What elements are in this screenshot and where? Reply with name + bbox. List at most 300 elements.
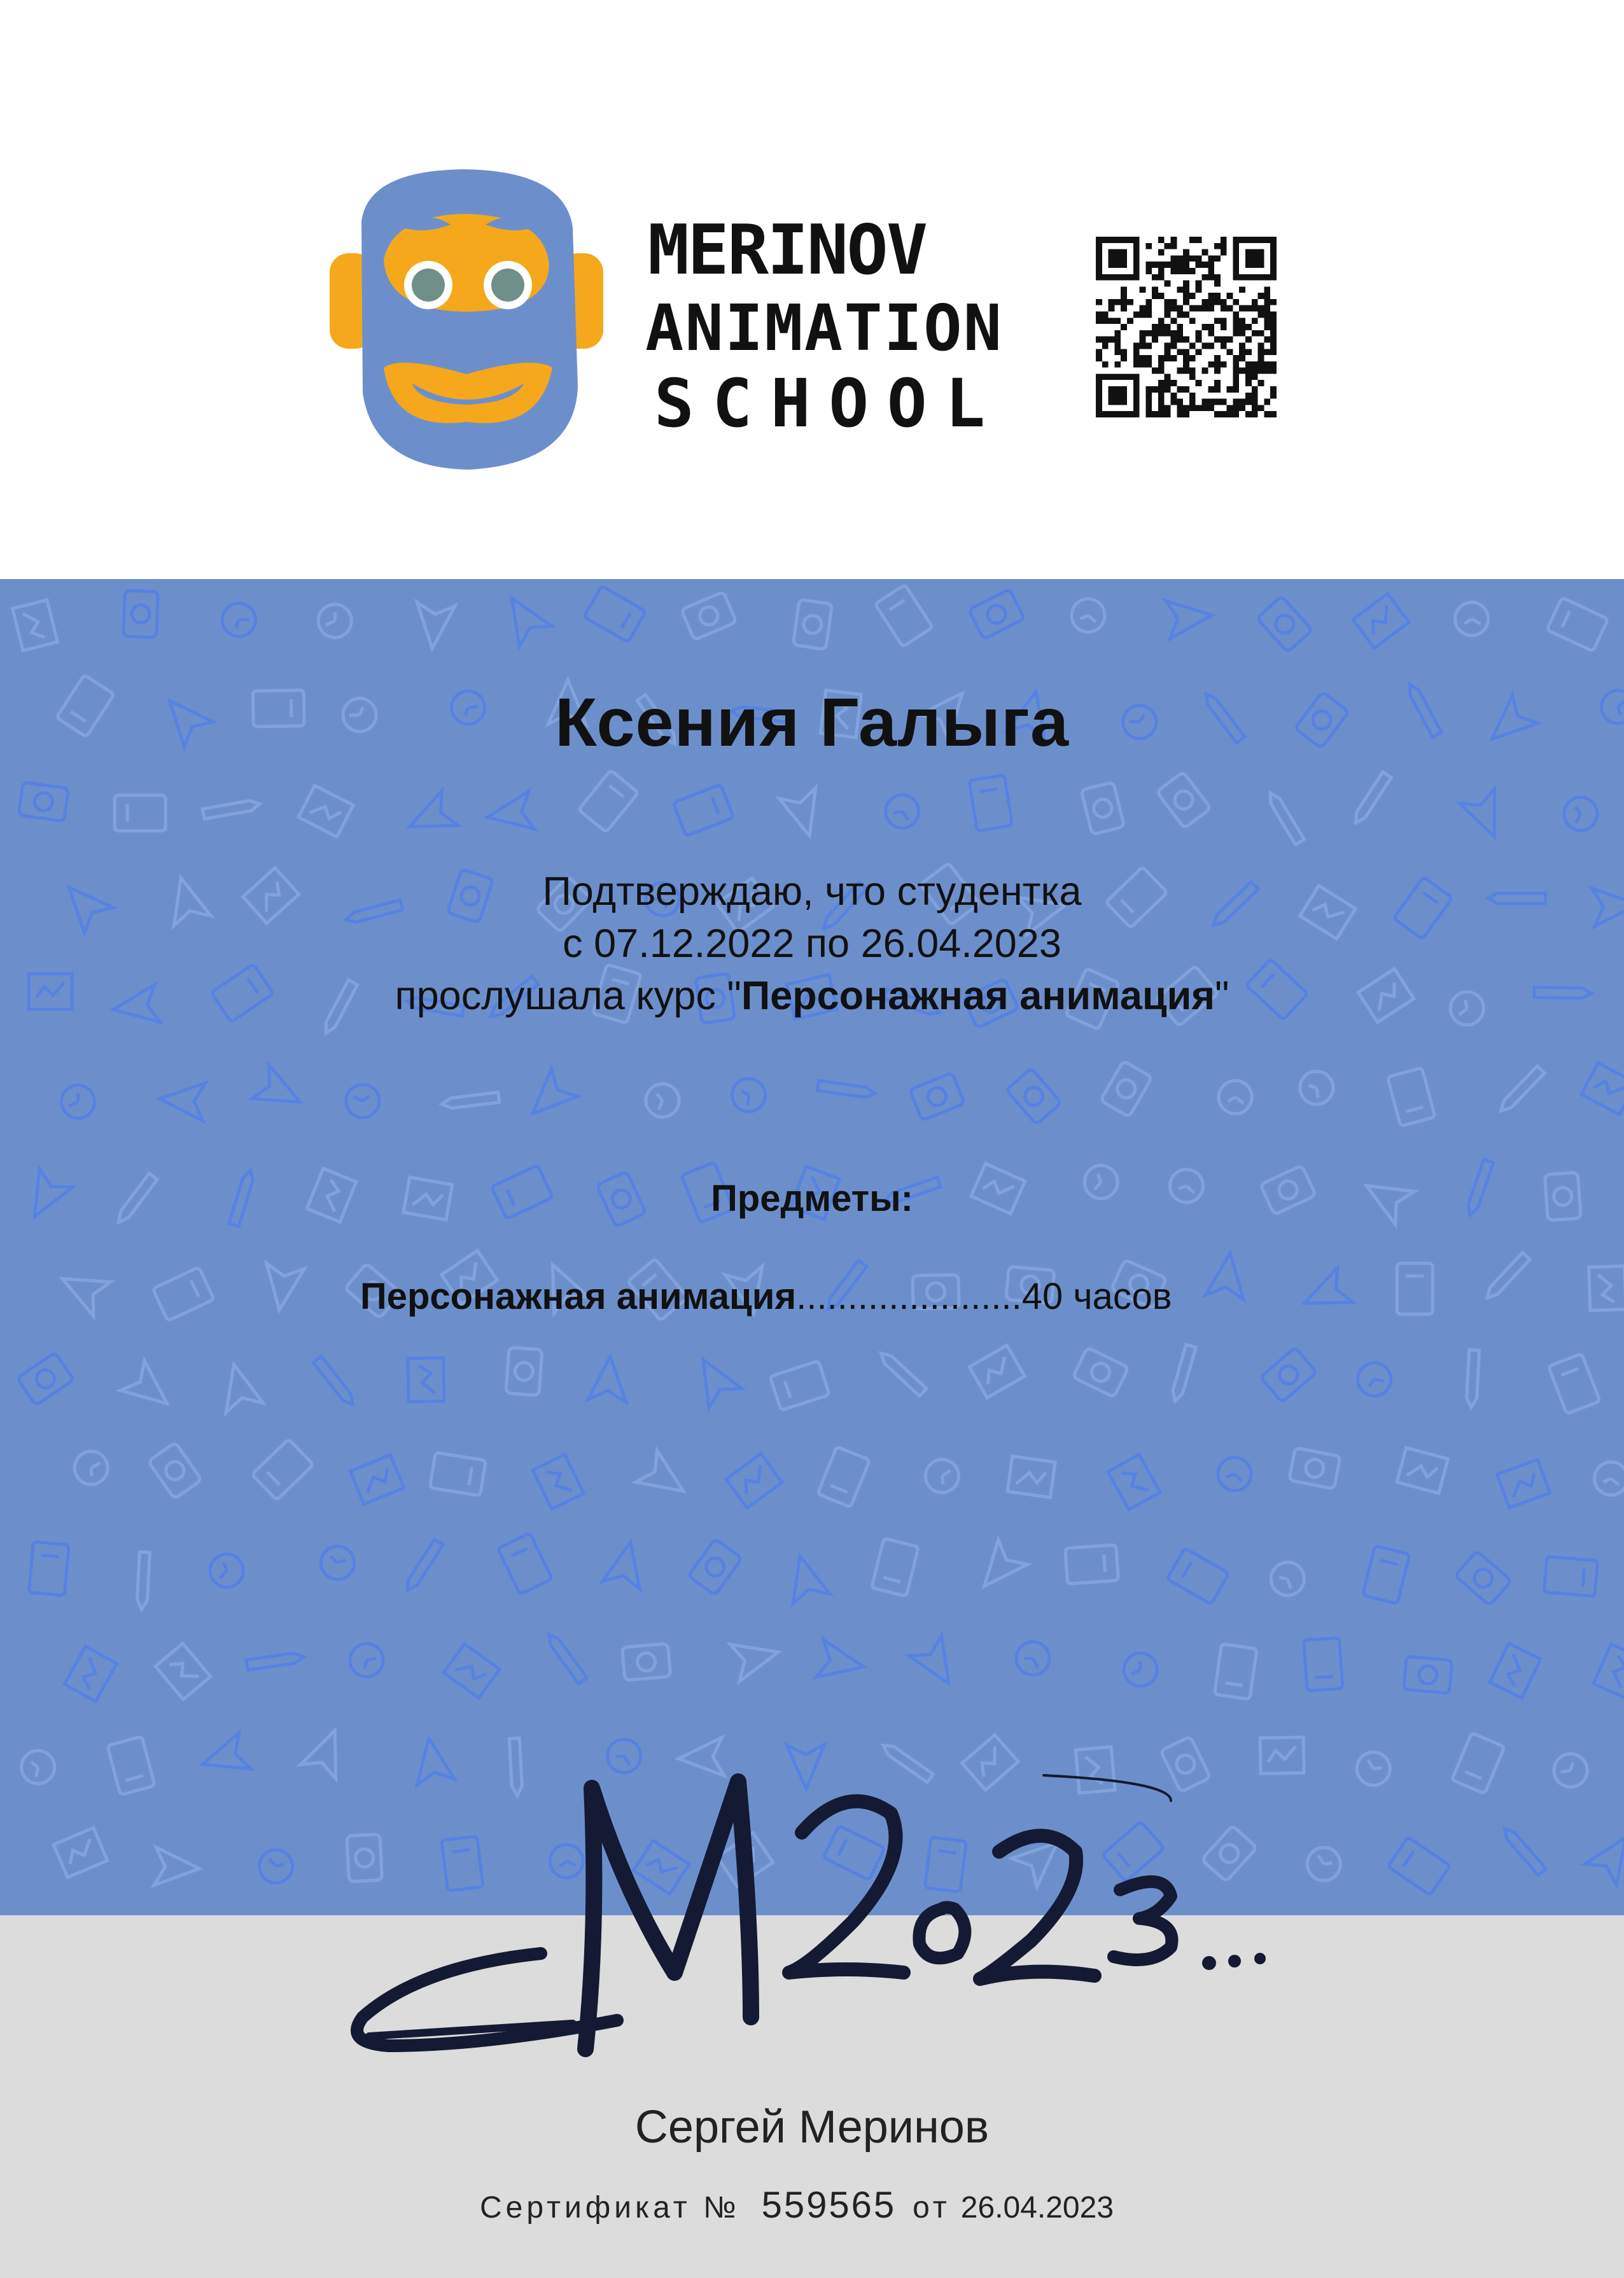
mascot-logo-icon bbox=[323, 164, 610, 476]
doodle-shape bbox=[970, 1540, 1028, 1598]
qr-module bbox=[1158, 355, 1165, 361]
doodle-shape bbox=[1459, 788, 1512, 844]
doodle-stroke bbox=[66, 1093, 81, 1106]
doodle-stroke bbox=[1089, 1360, 1112, 1384]
confirm-line-3-suffix: " bbox=[1215, 974, 1229, 1018]
doodle-stroke bbox=[830, 1485, 847, 1492]
doodle-shape bbox=[682, 592, 737, 640]
qr-module bbox=[1152, 411, 1158, 417]
qr-module bbox=[1208, 399, 1214, 405]
qr-module bbox=[1189, 237, 1196, 243]
doodle-shape bbox=[251, 1065, 309, 1119]
doodle-stroke bbox=[1104, 1555, 1105, 1572]
doodle-stroke bbox=[1547, 597, 1608, 652]
doodle-stroke bbox=[588, 1355, 629, 1402]
doodle-stroke bbox=[1081, 613, 1096, 627]
qr-module bbox=[1165, 324, 1171, 330]
doodle-stroke bbox=[1466, 1350, 1480, 1408]
qr-module bbox=[1252, 374, 1258, 380]
doodle-stroke bbox=[1548, 1353, 1600, 1414]
doodle-shape bbox=[872, 1539, 919, 1597]
qr-module bbox=[1233, 386, 1239, 393]
doodle-shape bbox=[444, 1644, 500, 1698]
wordmark-line-2: ANIMATION bbox=[645, 291, 1002, 365]
doodle-stroke bbox=[1490, 1644, 1541, 1698]
qr-module bbox=[1264, 305, 1270, 312]
doodle-shape bbox=[909, 1073, 964, 1121]
qr-module bbox=[1233, 399, 1239, 405]
qr-module bbox=[1121, 299, 1127, 305]
doodle-stroke bbox=[781, 1551, 830, 1604]
qr-module bbox=[1145, 411, 1152, 417]
qr-module bbox=[1252, 330, 1258, 337]
doodle-stroke bbox=[1397, 1448, 1448, 1493]
qr-module bbox=[1196, 281, 1202, 287]
qr-module bbox=[1152, 324, 1158, 330]
doodle-stroke bbox=[214, 1563, 230, 1578]
doodle-stroke bbox=[13, 600, 58, 651]
qr-module bbox=[1264, 349, 1270, 355]
doodle-shape bbox=[1298, 1069, 1335, 1107]
doodle-shape bbox=[1362, 1546, 1410, 1604]
doodle-stroke bbox=[1167, 1548, 1229, 1604]
doodle-stroke bbox=[1471, 1566, 1496, 1591]
doodle-shape bbox=[519, 1069, 578, 1128]
doodle-stroke bbox=[1562, 611, 1570, 627]
doodle-stroke bbox=[1065, 1545, 1119, 1584]
doodle-shape bbox=[158, 1080, 206, 1121]
doodle-stroke bbox=[444, 1644, 500, 1698]
doodle-stroke bbox=[726, 1453, 782, 1507]
qr-module bbox=[1208, 342, 1214, 349]
doodle-shape bbox=[636, 1450, 694, 1507]
qr-module bbox=[1245, 393, 1252, 399]
qr-module bbox=[1171, 337, 1177, 343]
subject-name: Персонажная анимация bbox=[360, 1276, 797, 1317]
qr-module bbox=[1196, 262, 1202, 268]
qr-module bbox=[1221, 361, 1227, 368]
qr-module bbox=[1145, 386, 1152, 393]
doodle-stroke bbox=[1397, 1263, 1432, 1314]
doodle-shape bbox=[1167, 1548, 1229, 1604]
doodle-shape bbox=[18, 782, 69, 821]
doodle-stroke bbox=[697, 604, 721, 628]
doodle-shape bbox=[641, 1079, 684, 1122]
qr-module bbox=[1096, 299, 1102, 305]
qr-module bbox=[1196, 305, 1202, 312]
qr-module bbox=[1121, 324, 1127, 330]
doodle-shape bbox=[298, 785, 353, 837]
qr-module bbox=[1152, 330, 1158, 337]
qr-module bbox=[1264, 361, 1270, 368]
qr-module bbox=[1171, 305, 1177, 312]
doodle-shape bbox=[969, 1345, 1025, 1397]
doodle-stroke bbox=[816, 1640, 867, 1686]
doodle-shape bbox=[969, 775, 1012, 831]
doodle-stroke bbox=[1226, 1471, 1242, 1486]
handwritten-signature-icon bbox=[344, 1763, 1324, 2106]
doodle-shape bbox=[731, 1633, 783, 1681]
qr-module bbox=[1208, 386, 1214, 393]
qr-module bbox=[1114, 342, 1121, 349]
qr-module bbox=[1183, 337, 1189, 343]
doodle-stroke bbox=[162, 1458, 187, 1483]
doodle-stroke bbox=[1021, 1084, 1047, 1109]
confirm-line-3-prefix: прослушала курс " bbox=[395, 974, 741, 1018]
doodle-stroke bbox=[108, 1736, 155, 1795]
qr-module bbox=[1189, 293, 1196, 299]
doodle-stroke bbox=[712, 797, 718, 814]
qr-module bbox=[1258, 342, 1264, 349]
doodle-shape bbox=[1073, 1347, 1129, 1397]
doodle-stroke bbox=[148, 1443, 202, 1499]
qr-module bbox=[1264, 318, 1270, 324]
doodle-stroke bbox=[441, 1092, 499, 1109]
doodle-stroke bbox=[770, 1361, 829, 1411]
qr-module bbox=[1183, 368, 1189, 374]
qr-module bbox=[1252, 299, 1258, 305]
qr-module bbox=[1152, 293, 1158, 299]
doodle-stroke bbox=[883, 1577, 900, 1582]
doodle-shape bbox=[726, 1453, 782, 1507]
doodle-shape bbox=[969, 589, 1025, 639]
qr-module bbox=[1096, 337, 1102, 343]
qr-module bbox=[1133, 361, 1140, 368]
doodle-shape bbox=[137, 1552, 150, 1610]
doodle-stroke bbox=[793, 599, 832, 650]
qr-module bbox=[1177, 330, 1183, 337]
doodle-shape bbox=[153, 1267, 214, 1321]
doodle-stroke bbox=[652, 1094, 664, 1110]
qr-module bbox=[1158, 262, 1165, 268]
doodle-shape bbox=[1007, 1456, 1055, 1497]
doodle-shape bbox=[1387, 1068, 1435, 1126]
qr-module bbox=[1270, 299, 1277, 305]
date-prefix: от bbox=[913, 2191, 951, 2225]
doodle-stroke bbox=[41, 1555, 59, 1556]
qr-module bbox=[1145, 243, 1152, 249]
doodle-shape bbox=[313, 1357, 356, 1408]
doodle-stroke bbox=[584, 586, 646, 642]
qr-module bbox=[1258, 312, 1264, 318]
doodle-shape bbox=[816, 1640, 867, 1686]
doodle-shape bbox=[1388, 1837, 1450, 1895]
doodle-shape bbox=[1466, 1350, 1480, 1408]
qr-module bbox=[1114, 337, 1121, 343]
qr-module bbox=[1214, 411, 1221, 417]
qr-module bbox=[1239, 399, 1245, 405]
qr-module bbox=[1270, 393, 1277, 399]
qr-module bbox=[1189, 305, 1196, 312]
doodle-shape bbox=[314, 1539, 361, 1586]
qr-module bbox=[1252, 411, 1258, 417]
qr-module bbox=[1264, 399, 1270, 405]
doodle-shape bbox=[413, 603, 455, 650]
qr-module bbox=[1145, 262, 1152, 268]
doodle-shape bbox=[123, 590, 158, 638]
qr-module bbox=[1201, 324, 1208, 330]
doodle-shape bbox=[498, 1533, 552, 1594]
qr-module bbox=[1165, 386, 1171, 393]
doodle-shape bbox=[13, 600, 58, 651]
qr-module bbox=[1270, 330, 1277, 337]
qr-module bbox=[1214, 318, 1221, 324]
doodle-shape bbox=[1118, 1647, 1163, 1692]
qr-module bbox=[1239, 342, 1245, 349]
certificate-number: 559565 bbox=[761, 2184, 897, 2226]
qr-module bbox=[1245, 249, 1264, 268]
doodle-stroke bbox=[496, 588, 552, 646]
qr-module bbox=[1114, 318, 1121, 324]
qr-module bbox=[1264, 293, 1270, 299]
doodle-shape bbox=[64, 1646, 116, 1702]
doodle-shape bbox=[69, 1445, 114, 1490]
doodle-stroke bbox=[408, 1358, 444, 1402]
doodle-shape bbox=[1289, 1448, 1341, 1489]
doodle-shape bbox=[817, 1080, 875, 1098]
doodle-shape bbox=[1558, 792, 1603, 836]
doodle-stroke bbox=[120, 1360, 179, 1418]
qr-module bbox=[1145, 312, 1152, 318]
qr-module bbox=[1252, 405, 1258, 411]
qr-module bbox=[1245, 368, 1252, 374]
qr-module bbox=[1252, 393, 1258, 399]
certificate-label: Сертификат № bbox=[480, 2191, 740, 2225]
doodle-shape bbox=[578, 770, 638, 832]
doodle-shape bbox=[770, 1361, 829, 1411]
doodle-stroke bbox=[969, 1345, 1025, 1397]
qr-module bbox=[1196, 337, 1202, 343]
qr-module bbox=[1183, 411, 1189, 417]
qr-module bbox=[1183, 405, 1189, 411]
doodle-stroke bbox=[636, 1653, 655, 1672]
qr-module bbox=[1114, 330, 1121, 337]
doodle-stroke bbox=[485, 792, 535, 836]
qr-module bbox=[1258, 293, 1264, 299]
doodle-stroke bbox=[1404, 1656, 1452, 1693]
qr-module bbox=[1189, 268, 1196, 274]
qr-module bbox=[1233, 355, 1239, 361]
doodle-stroke bbox=[260, 1263, 304, 1313]
qr-module bbox=[1208, 330, 1214, 337]
qr-module bbox=[1196, 330, 1202, 337]
qr-module bbox=[1096, 349, 1102, 355]
qr-module bbox=[1165, 349, 1171, 355]
qr-module bbox=[1189, 399, 1196, 405]
qr-module bbox=[1177, 286, 1183, 293]
qr-module bbox=[1145, 342, 1152, 349]
doodle-stroke bbox=[1228, 1095, 1243, 1109]
qr-module bbox=[1258, 361, 1264, 368]
doodle-stroke bbox=[154, 1847, 200, 1888]
doodle-stroke bbox=[506, 1347, 542, 1395]
doodle-stroke bbox=[1025, 1655, 1038, 1671]
qr-module bbox=[1127, 299, 1133, 305]
qr-module bbox=[1189, 318, 1196, 324]
doodle-stroke bbox=[1561, 1369, 1578, 1375]
doodle-stroke bbox=[1387, 1068, 1435, 1126]
qr-module bbox=[1258, 380, 1264, 386]
qr-module bbox=[1158, 361, 1165, 368]
doodle-stroke bbox=[622, 1644, 670, 1681]
doodle-stroke bbox=[132, 604, 150, 623]
qr-module bbox=[1258, 355, 1264, 361]
qr-module bbox=[1133, 355, 1140, 361]
doodle-shape bbox=[1497, 1460, 1550, 1508]
doodle-stroke bbox=[512, 1548, 528, 1556]
doodle-stroke bbox=[1006, 1068, 1061, 1124]
qr-module bbox=[1233, 324, 1239, 330]
doodle-stroke bbox=[235, 619, 250, 627]
doodle-stroke bbox=[498, 1533, 552, 1594]
qr-module bbox=[1201, 262, 1208, 268]
doodle-shape bbox=[1581, 1063, 1624, 1114]
doodle-stroke bbox=[1114, 1077, 1138, 1101]
confirm-line-2: с 07.12.2022 по 26.04.2023 bbox=[563, 921, 1061, 966]
qr-module bbox=[1109, 318, 1115, 324]
doodle-stroke bbox=[673, 785, 734, 836]
doodle-stroke bbox=[779, 788, 828, 841]
doodle-stroke bbox=[1569, 807, 1582, 823]
qr-module bbox=[1201, 274, 1208, 281]
qr-module bbox=[1165, 330, 1171, 337]
doodle-shape bbox=[1266, 790, 1304, 844]
qr-module bbox=[1177, 405, 1183, 411]
qr-module bbox=[1233, 361, 1239, 368]
doodle-stroke bbox=[1452, 1733, 1504, 1794]
doodle-stroke bbox=[1157, 772, 1211, 828]
qr-module bbox=[1214, 274, 1221, 281]
doodle-shape bbox=[689, 1539, 742, 1595]
qr-module bbox=[1252, 318, 1258, 324]
qr-module bbox=[1196, 255, 1202, 262]
doodle-shape bbox=[252, 1439, 313, 1500]
doodle-shape bbox=[402, 791, 458, 844]
qr-module bbox=[1158, 386, 1165, 393]
doodle-stroke bbox=[1266, 790, 1304, 844]
qr-module bbox=[1114, 349, 1121, 355]
doodle-shape bbox=[17, 1352, 74, 1405]
doodle-stroke bbox=[1464, 617, 1480, 631]
qr-module bbox=[1227, 293, 1233, 299]
qr-module bbox=[1189, 405, 1196, 411]
doodle-stroke bbox=[1214, 1644, 1257, 1699]
doodle-shape bbox=[1547, 597, 1608, 652]
doodle-stroke bbox=[533, 1455, 584, 1509]
doodle-stroke bbox=[29, 1542, 69, 1596]
qr-module bbox=[1214, 337, 1221, 343]
qr-module bbox=[1208, 293, 1214, 299]
qr-module bbox=[1233, 405, 1239, 411]
qr-module bbox=[1158, 324, 1165, 330]
doodle-stroke bbox=[314, 1539, 361, 1586]
doodle-shape bbox=[115, 795, 165, 831]
qr-module bbox=[1233, 374, 1239, 380]
qr-module bbox=[1201, 249, 1208, 256]
doodle-stroke bbox=[1073, 1347, 1129, 1397]
doodle-stroke bbox=[1588, 1455, 1624, 1502]
qr-module bbox=[1252, 399, 1258, 405]
doodle-shape bbox=[485, 792, 535, 836]
qr-module bbox=[1264, 324, 1270, 330]
qr-module bbox=[1171, 393, 1177, 399]
qr-module bbox=[1221, 305, 1227, 312]
qr-module bbox=[1102, 337, 1109, 343]
qr-module bbox=[1233, 411, 1239, 417]
wordmark-line-1: MERINOV bbox=[648, 211, 928, 290]
qr-module bbox=[1252, 368, 1258, 374]
qr-module bbox=[1201, 342, 1208, 349]
qr-module bbox=[1140, 361, 1146, 368]
qr-module bbox=[1140, 286, 1146, 293]
qr-module bbox=[1264, 368, 1270, 374]
doodle-shape bbox=[120, 1360, 179, 1418]
doodle-stroke bbox=[269, 1854, 284, 1869]
doodle-stroke bbox=[1544, 1556, 1598, 1597]
qr-module bbox=[1214, 399, 1221, 405]
doodle-stroke bbox=[875, 585, 933, 647]
doodle-stroke bbox=[682, 592, 737, 640]
qr-module bbox=[1221, 324, 1227, 330]
qr-module bbox=[1177, 368, 1183, 374]
qr-module bbox=[1140, 342, 1146, 349]
qr-module bbox=[1208, 255, 1214, 262]
qr-module bbox=[1152, 286, 1158, 293]
qr-module bbox=[1233, 368, 1239, 374]
qr-module bbox=[1114, 299, 1121, 305]
qr-module bbox=[1109, 299, 1115, 305]
qr-module bbox=[1245, 361, 1252, 368]
doodle-shape bbox=[1065, 1545, 1119, 1584]
doodle-stroke bbox=[872, 1539, 919, 1597]
doodle-shape bbox=[622, 1644, 670, 1681]
doodle-shape bbox=[350, 1455, 403, 1504]
qr-module bbox=[1227, 337, 1233, 343]
doodle-stroke bbox=[1166, 596, 1214, 639]
qr-module bbox=[1140, 305, 1146, 312]
doodle-stroke bbox=[969, 775, 1012, 831]
qr-module bbox=[1102, 312, 1109, 318]
doodle-stroke bbox=[1308, 1084, 1318, 1100]
qr-module bbox=[1196, 349, 1202, 355]
doodle-stroke bbox=[29, 1762, 39, 1777]
doodle-shape bbox=[1065, 592, 1111, 639]
doodle-stroke bbox=[1497, 1066, 1544, 1114]
qr-module bbox=[1171, 355, 1177, 361]
doodle-shape bbox=[403, 1539, 443, 1593]
doodle-stroke bbox=[53, 1262, 111, 1316]
qr-module bbox=[1183, 249, 1189, 256]
doodle-shape bbox=[1166, 596, 1214, 639]
qr-module bbox=[1171, 342, 1177, 349]
doodle-shape bbox=[1551, 1751, 1590, 1789]
qr-module bbox=[1239, 368, 1245, 374]
doodle-shape bbox=[430, 1453, 486, 1496]
qr-module bbox=[1109, 305, 1115, 312]
qr-module bbox=[1245, 374, 1252, 380]
qr-module bbox=[1201, 405, 1208, 411]
qr-module bbox=[1140, 312, 1146, 318]
qr-module bbox=[1221, 237, 1227, 243]
doodle-stroke bbox=[1583, 1569, 1584, 1586]
doodle-shape bbox=[793, 599, 832, 650]
doodle-stroke bbox=[1304, 1458, 1325, 1479]
doodle-shape bbox=[1497, 1066, 1544, 1114]
qr-module bbox=[1140, 330, 1146, 337]
doodle-stroke bbox=[126, 1776, 143, 1780]
course-name: Персонажная анимация bbox=[741, 974, 1215, 1018]
qr-module bbox=[1145, 355, 1152, 361]
